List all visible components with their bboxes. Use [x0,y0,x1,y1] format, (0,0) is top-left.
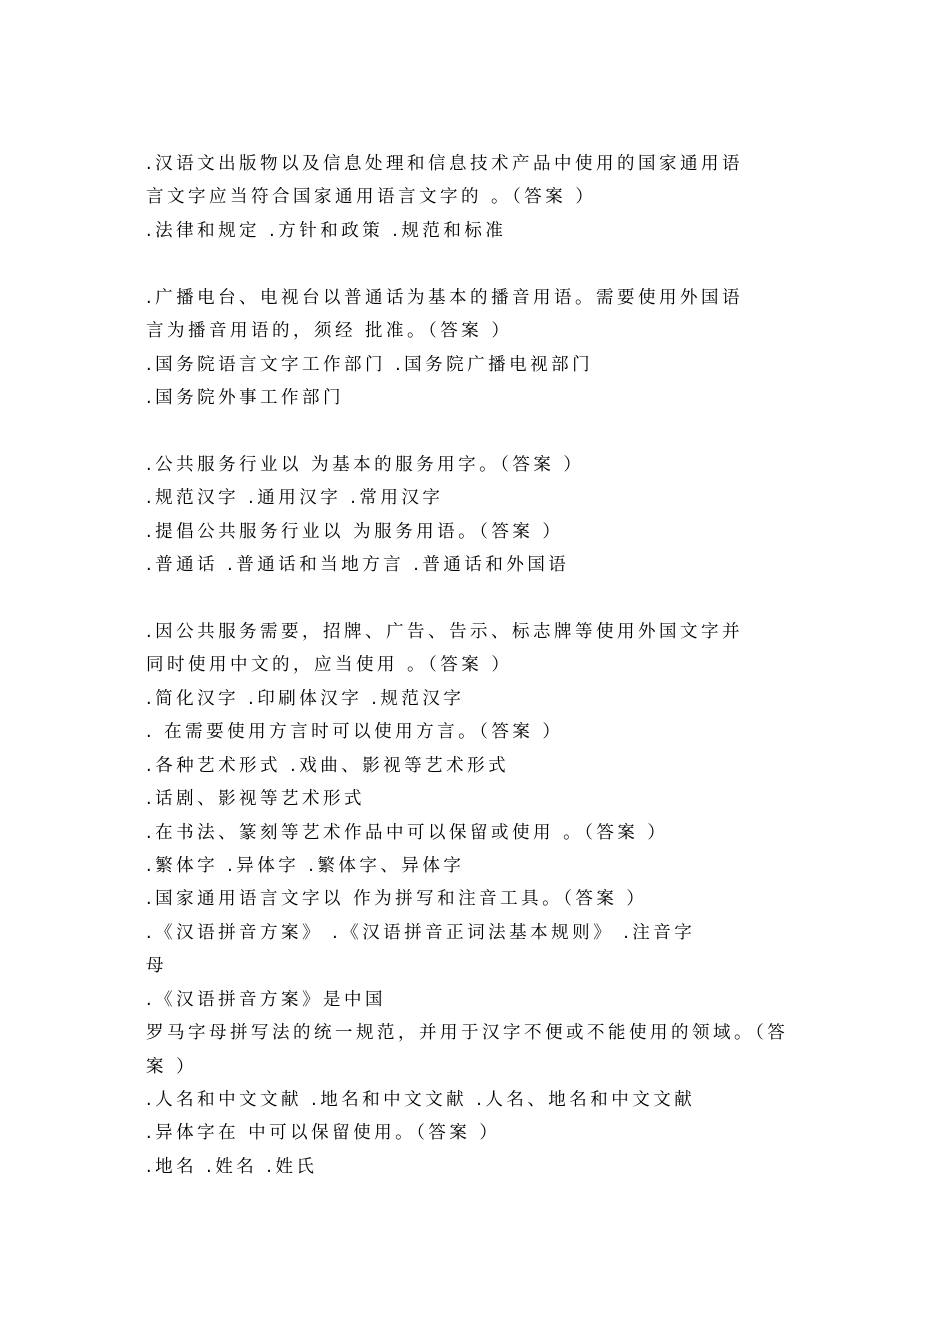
text-line-23: .国家通用语言文字以 作为拼写和注音工具。（答案 ） [146,889,648,909]
text-line-20: .话剧、影视等艺术形式 [146,789,366,809]
text-line-22: .繁体字 .异体字 .繁体字、异体字 [146,856,465,876]
text-line-3: .法律和规定 .方针和政策 .规范和标准 [146,221,507,241]
text-line-27: 罗马字母拼写法的统一规范，并用于汉字不便或不能使用的领域。（答 [146,1023,789,1043]
text-line-5: .广播电台、电视台以普通话为基本的播音用语。需要使用外国语 [146,288,744,308]
text-line-21: .在书法、篆刻等艺术作品中可以保留或使用 。（答案 ） [146,823,669,843]
text-line-6: 言为播音用语的，须经 批准。（答案 ） [146,321,513,341]
text-line-28: 案 ） [146,1057,198,1077]
text-line-24: .《汉语拼音方案》 .《汉语拼音正词法基本规则》 .注音字 [146,923,696,943]
text-line-13: .普通话 .普通话和当地方言 .普通话和外国语 [146,555,570,575]
text-line-30: .异体字在 中可以保留使用。（答案 ） [146,1123,501,1143]
text-line-16: 同时使用中文的，应当使用 。（答案 ） [146,655,513,675]
text-line-17: .简化汉字 .印刷体汉字 .规范汉字 [146,689,465,709]
text-line-14 [146,588,810,612]
text-line-25: 母 [146,956,167,976]
text-line-10: .公共服务行业以 为基本的服务用字。（答案 ） [146,455,585,475]
text-line-1: .汉语文出版物以及信息处理和信息技术产品中使用的国家通用语 [146,154,744,174]
text-line-9 [146,420,810,444]
text-line-18: . 在需要使用方言时可以使用方言。（答案 ） [146,722,564,742]
text-line-4 [146,253,810,277]
text-line-19: .各种艺术形式 .戏曲、影视等艺术形式 [146,756,510,776]
text-line-2: 言文字应当符合国家通用语言文字的 。（答案 ） [146,187,597,207]
text-line-7: .国务院语言文字工作部门 .国务院广播电视部门 [146,355,594,375]
text-line-8: .国务院外事工作部门 [146,388,345,408]
text-line-31: .地名 .姓名 .姓氏 [146,1157,318,1177]
text-line-15: .因公共服务需要，招牌、广告、告示、标志牌等使用外国文字并 [146,622,744,642]
text-line-26: .《汉语拼音方案》是中国 [146,990,387,1010]
text-line-29: .人名和中文文献 .地名和中文文献 .人名、地名和中文文献 [146,1090,696,1110]
text-line-12: .提倡公共服务行业以 为服务用语。（答案 ） [146,522,564,542]
text-line-11: .规范汉字 .通用汉字 .常用汉字 [146,488,444,508]
